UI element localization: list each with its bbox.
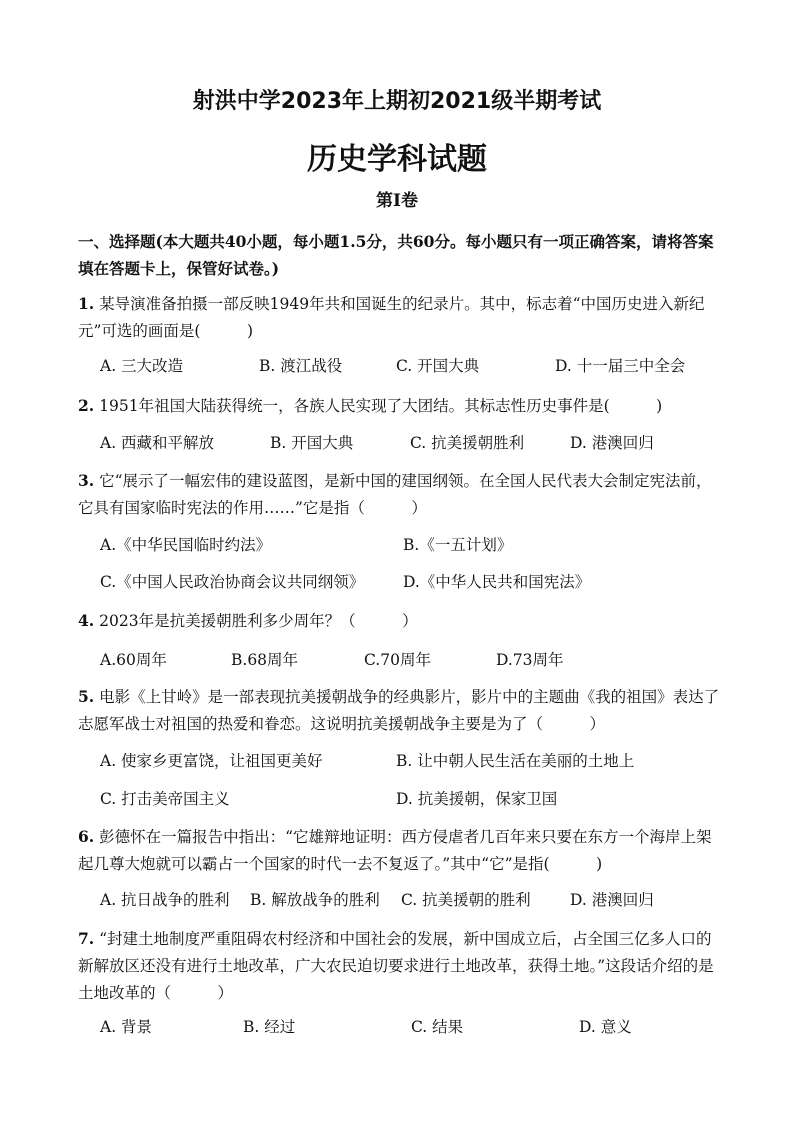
q3-option-d[interactable]: D.《中华人民共和国宪法》 [403, 573, 591, 591]
question-number: 5. [78, 687, 95, 706]
volume-label: 第Ⅰ卷 [376, 191, 418, 211]
q3-option-c[interactable]: C.《中国人民政治协商会议共同纲领》 [100, 573, 365, 591]
q2-option-d[interactable]: D. 港澳回归 [570, 434, 654, 452]
question-number: 2. [78, 396, 95, 415]
q5-option-d[interactable]: D. 抗美援朝，保家卫国 [396, 790, 558, 808]
exam-title: 射洪中学2023年上期初2021级半期考试 [192, 89, 602, 114]
subject-title: 历史学科试题 [307, 142, 487, 177]
q7-option-a[interactable]: A. 背景 [100, 1018, 153, 1036]
question-2 [78, 392, 720, 420]
q2-option-a[interactable]: A. 西藏和平解放 [100, 434, 215, 452]
q6-option-b[interactable]: B. 解放战争的胜利 [250, 891, 380, 909]
q7-option-d[interactable]: D. 意义 [579, 1018, 632, 1036]
q1-option-b[interactable]: B. 渡江战役 [259, 357, 343, 375]
question-stem: 某导演准备拍摄一部反映1949年共和国诞生的纪录片。其中，标志着“中国历史进入新纪元”可选的画面是( ) [78, 295, 705, 340]
q4-option-d[interactable]: D.73周年 [496, 651, 564, 669]
question-stem: 1951年祖国大陆获得统一，各族人民实现了大团结。其标志性历史事件是( ) [99, 397, 663, 415]
question-1 [78, 290, 720, 345]
question-stem: “封建土地制度严重阻碍农村经济和中国社会的发展，新中国成立后，占全国三亿多人口的新解放区还没有进行土地改革，广大农民迫切要求进行土地改革，获得土地。”这段话介绍的是土地改革的（ ） [78, 930, 714, 1002]
question-6 [78, 823, 720, 878]
question-5 [78, 683, 720, 738]
question-stem: 它“展示了一幅宏伟的建设蓝图，是新中国的建国纲领。在全国人民代表大会制定宪法前，它具有国家临时宪法的作用……”它是指（ ） [78, 472, 712, 517]
question-stem: 电影《上甘岭》是一部表现抗美援朝战争的经典影片，影片中的主题曲《我的祖国》表达了志愿军战士对祖国的热爱和眷恋。这说明抗美援朝战争主要是为了（ ） [78, 688, 720, 733]
q7-option-c[interactable]: C. 结果 [411, 1018, 464, 1036]
q6-option-d[interactable]: D. 港澳回归 [570, 891, 654, 909]
q5-option-a[interactable]: A. 使家乡更富饶，让祖国更美好 [100, 752, 323, 770]
q5-option-b[interactable]: B. 让中朝人民生活在美丽的土地上 [396, 752, 635, 770]
q2-option-b[interactable]: B. 开国大典 [270, 434, 354, 452]
section-instructions: 一、选择题(本大题共40小题，每小题1.5分，共60分。每小题只有一项正确答案，请将答案填在答题卡上，保管好试卷。) [78, 232, 714, 278]
question-number: 6. [78, 827, 95, 846]
question-stem: 2023年是抗美援朝胜利多少周年？（ ） [99, 612, 418, 630]
q2-option-c[interactable]: C. 抗美援朝胜利 [410, 434, 525, 452]
question-number: 4. [78, 611, 95, 630]
question-number: 3. [78, 471, 95, 490]
q4-option-a[interactable]: A.60周年 [100, 651, 167, 669]
q4-option-c[interactable]: C.70周年 [364, 651, 431, 669]
question-number: 7. [78, 929, 95, 948]
q3-option-b[interactable]: B.《一五计划》 [403, 536, 513, 554]
q3-option-a[interactable]: A.《中华民国临时约法》 [100, 536, 272, 554]
q1-option-a[interactable]: A. 三大改造 [100, 357, 184, 375]
question-stem: 彭德怀在一篇报告中指出：“它雄辩地证明：西方侵虐者几百年来只要在东方一个海岸上架起几尊大炮就可以霸占一个国家的时代一去不复返了。”其中“它”是指( ) [78, 828, 712, 873]
q6-option-a[interactable]: A. 抗日战争的胜利 [100, 891, 230, 909]
question-number: 1. [78, 294, 95, 313]
q1-option-d[interactable]: D. 十一届三中全会 [555, 357, 686, 375]
q6-option-c[interactable]: C. 抗美援朝的胜利 [401, 891, 531, 909]
q5-option-c[interactable]: C. 打击美帝国主义 [100, 790, 230, 808]
question-4 [78, 607, 720, 635]
q1-option-c[interactable]: C. 开国大典 [396, 357, 480, 375]
question-3 [78, 467, 720, 522]
q4-option-b[interactable]: B.68周年 [231, 651, 299, 669]
question-7 [78, 925, 720, 1007]
q7-option-b[interactable]: B. 经过 [243, 1018, 296, 1036]
